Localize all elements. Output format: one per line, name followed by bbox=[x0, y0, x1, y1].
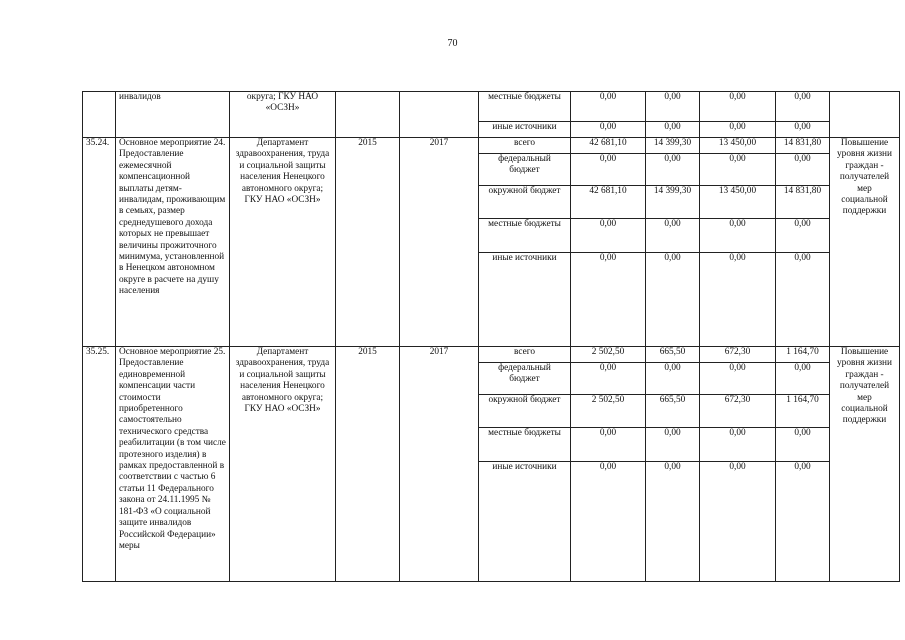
value-total-cell: 0,00 bbox=[571, 122, 646, 138]
value-2015-cell: 0,00 bbox=[646, 154, 700, 186]
value-total-cell: 2 502,50 bbox=[571, 347, 646, 363]
item-name-cell: Основное мероприятие 24. Предоставление ежемесячной компенсационной выплаты детям-инвалидам, проживающим в семьях, размер среднедушевого дохода которых не превышает величины прожиточного минимума, установленной в Ненецком автономном округе в расчете на душу населения bbox=[116, 138, 230, 347]
result-cell: Повышение уровня жизни граждан - получателей мер социальной поддержки bbox=[830, 138, 900, 347]
item-number-cell: 35.24. bbox=[83, 138, 116, 347]
end-year-cell bbox=[400, 92, 479, 138]
funding-source-cell: федеральный бюджет bbox=[479, 363, 571, 395]
value-total-cell: 2 502,50 bbox=[571, 395, 646, 428]
start-year-cell: 2015 bbox=[336, 347, 400, 582]
funding-source-cell: окружной бюджет bbox=[479, 395, 571, 428]
funding-source-cell: местные бюджеты bbox=[479, 92, 571, 122]
value-2015-cell: 0,00 bbox=[646, 462, 700, 582]
value-2016-cell: 0,00 bbox=[700, 122, 776, 138]
funding-source-cell: местные бюджеты bbox=[479, 428, 571, 462]
funding-source-cell: иные источники bbox=[479, 122, 571, 138]
value-2015-cell: 14 399,30 bbox=[646, 186, 700, 219]
value-2016-cell: 13 450,00 bbox=[700, 186, 776, 219]
value-2017-cell: 0,00 bbox=[776, 92, 830, 122]
value-2016-cell: 672,30 bbox=[700, 395, 776, 428]
funding-source-cell: федеральный бюджет bbox=[479, 154, 571, 186]
value-total-cell: 0,00 bbox=[571, 92, 646, 122]
result-cell: Повышение уровня жизни граждан - получателей мер социальной поддержки bbox=[830, 347, 900, 582]
funding-source-cell: местные бюджеты bbox=[479, 219, 571, 253]
value-total-cell: 0,00 bbox=[571, 253, 646, 347]
value-2016-cell: 0,00 bbox=[700, 219, 776, 253]
start-year-cell bbox=[336, 92, 400, 138]
value-2015-cell: 0,00 bbox=[646, 219, 700, 253]
value-total-cell: 42 681,10 bbox=[571, 138, 646, 154]
funding-source-cell: всего bbox=[479, 347, 571, 363]
value-2017-cell: 0,00 bbox=[776, 462, 830, 582]
value-2015-cell: 665,50 bbox=[646, 395, 700, 428]
value-2017-cell: 0,00 bbox=[776, 253, 830, 347]
value-total-cell: 0,00 bbox=[571, 428, 646, 462]
executor-cell: Департамент здравоохранения, труда и социальной защиты населения Ненецкого автономного округа; ГКУ НАО «ОСЗН» bbox=[230, 347, 336, 582]
value-2015-cell: 0,00 bbox=[646, 122, 700, 138]
value-2017-cell: 14 831,80 bbox=[776, 138, 830, 154]
table-row bbox=[83, 138, 900, 154]
funding-source-cell: иные источники bbox=[479, 462, 571, 582]
value-2015-cell: 0,00 bbox=[646, 428, 700, 462]
value-2015-cell: 665,50 bbox=[646, 347, 700, 363]
value-total-cell: 0,00 bbox=[571, 462, 646, 582]
end-year-cell: 2017 bbox=[400, 347, 479, 582]
value-2015-cell: 14 399,30 bbox=[646, 138, 700, 154]
item-number-cell bbox=[83, 92, 116, 138]
value-total-cell: 0,00 bbox=[571, 154, 646, 186]
value-2016-cell: 0,00 bbox=[700, 462, 776, 582]
value-2015-cell: 0,00 bbox=[646, 253, 700, 347]
value-2017-cell: 14 831,80 bbox=[776, 186, 830, 219]
value-2017-cell: 0,00 bbox=[776, 154, 830, 186]
item-number-cell: 35.25. bbox=[83, 347, 116, 582]
funding-source-cell: всего bbox=[479, 138, 571, 154]
executor-cell: округа; ГКУ НАО «ОСЗН» bbox=[230, 92, 336, 138]
funding-source-cell: иные источники bbox=[479, 253, 571, 347]
value-2016-cell: 0,00 bbox=[700, 154, 776, 186]
value-total-cell: 42 681,10 bbox=[571, 186, 646, 219]
item-name-cell: Основное мероприятие 25. Предоставление единовременной компенсации части стоимости приобретенного самостоятельно технического средства реабилитации (в том числе протезного изделия) в рамках предоставленной в соответствии с частью 6 статьи 11 Федерального закона от 24.11.1995 № 181-ФЗ «О социальной защите инвалидов Российской Федерации» меры bbox=[116, 347, 230, 582]
value-2017-cell: 1 164,70 bbox=[776, 347, 830, 363]
table-row bbox=[83, 347, 900, 363]
funding-source-cell: окружной бюджет bbox=[479, 186, 571, 219]
end-year-cell: 2017 bbox=[400, 138, 479, 347]
value-total-cell: 0,00 bbox=[571, 363, 646, 395]
start-year-cell: 2015 bbox=[336, 138, 400, 347]
value-2015-cell: 0,00 bbox=[646, 92, 700, 122]
value-2016-cell: 672,30 bbox=[700, 347, 776, 363]
executor-cell: Департамент здравоохранения, труда и социальной защиты населения Ненецкого автономного округа; ГКУ НАО «ОСЗН» bbox=[230, 138, 336, 347]
value-2017-cell: 1 164,70 bbox=[776, 395, 830, 428]
program-measures-table bbox=[82, 91, 900, 582]
value-2016-cell: 13 450,00 bbox=[700, 138, 776, 154]
value-2015-cell: 0,00 bbox=[646, 363, 700, 395]
result-cell bbox=[830, 92, 900, 138]
value-2017-cell: 0,00 bbox=[776, 122, 830, 138]
value-2017-cell: 0,00 bbox=[776, 219, 830, 253]
value-2016-cell: 0,00 bbox=[700, 92, 776, 122]
page-number: 70 bbox=[447, 38, 458, 49]
value-2016-cell: 0,00 bbox=[700, 428, 776, 462]
item-name-cell: инвалидов bbox=[116, 92, 230, 138]
table-row bbox=[83, 92, 900, 122]
value-2017-cell: 0,00 bbox=[776, 363, 830, 395]
value-2016-cell: 0,00 bbox=[700, 363, 776, 395]
value-2016-cell: 0,00 bbox=[700, 253, 776, 347]
value-total-cell: 0,00 bbox=[571, 219, 646, 253]
value-2017-cell: 0,00 bbox=[776, 428, 830, 462]
